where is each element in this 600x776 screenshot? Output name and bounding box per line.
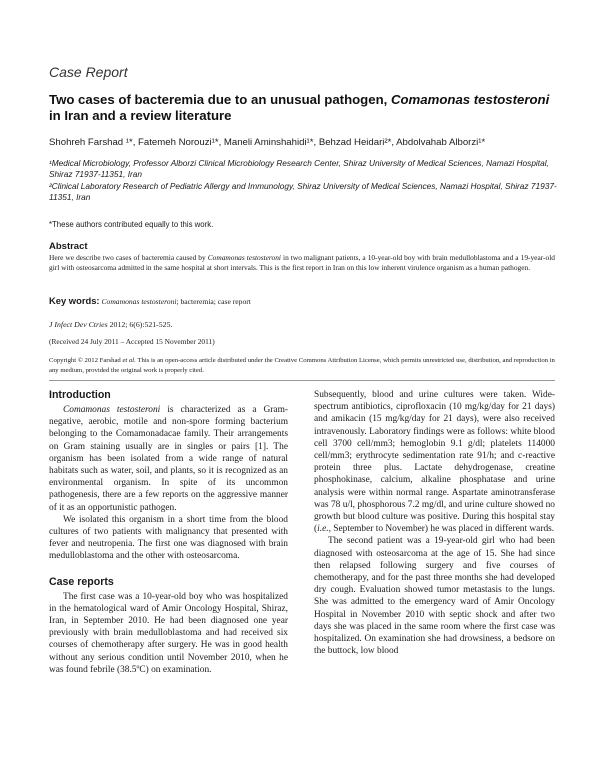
citation bbox=[49, 320, 172, 329]
right-paragraph-1 bbox=[314, 389, 555, 535]
right-paragraph-2: The second patient was a 19-year-old girl who had been diagnosed with osteosarcoma at the age of 15. She had since then relapsed following surgery and five courses of chemotherapy, and for the past three months she had developed dry cough. Evaluation showed tumor metastasis to the lungs. She was admitted to the emergency ward of Amir Oncology Hospital in November 2010 with septic shock and after two days she was placed in the same room where the first case was hospitalized. On examination she had drowsiness, a bedsore on the buttock, low blood bbox=[314, 536, 555, 657]
title-part1: Two cases of bacteremia due to an unusual pathogen, bbox=[49, 92, 388, 107]
citation-rest: 2012; 6(6):521-525. bbox=[109, 320, 173, 329]
author-list: Shohreh Farshad ¹*, Fatemeh Norouzi¹*, Maneli Aminshahidi¹*, Behzad Heidari²*, Abdolvahab Alborzi¹* bbox=[49, 137, 486, 148]
received-dates: (Received 24 July 2011 – Accepted 15 November 2011) bbox=[49, 337, 215, 346]
intro-organism: Comamonas testosteroni bbox=[63, 405, 161, 415]
section-gap bbox=[49, 563, 288, 576]
left-column bbox=[49, 389, 288, 676]
article-title bbox=[49, 92, 554, 124]
copyright-before: Copyright © 2012 Farshad bbox=[49, 357, 121, 364]
copyright-etal: et al. bbox=[122, 357, 136, 364]
equal-contribution-note: *These authors contributed equally to this work. bbox=[49, 220, 214, 229]
right-column bbox=[314, 389, 555, 657]
article-type-label: Case Report bbox=[49, 64, 128, 80]
title-organism: Comamonas testosteroni bbox=[390, 92, 550, 107]
right-paragraph-1-ie: i.e. bbox=[317, 524, 329, 535]
abstract-heading: Abstract bbox=[49, 241, 88, 252]
divider-rule bbox=[49, 380, 555, 381]
affiliation-1: ¹Medical Microbiology, Professor Alborzi Clinical Microbiology Research Center, Shiraz University of Medical Sciences, Namazi Hospital, Shiraz 71937-11351, Iran bbox=[49, 158, 549, 179]
keywords-organism: Comamonas testosteroni bbox=[101, 297, 177, 306]
citation-journal: J Infect Dev Ctries bbox=[49, 320, 108, 329]
keywords-rest: ; bacteremia; case report bbox=[176, 297, 251, 306]
introduction-heading: Introduction bbox=[49, 389, 111, 401]
title-part3: in Iran and a review literature bbox=[49, 108, 232, 123]
abstract-text-before: Here we describe two cases of bacteremia caused by bbox=[49, 253, 206, 262]
copyright-notice bbox=[49, 356, 557, 376]
abstract-text-after: in two malignant patients, a 10-year-old boy with brain medulloblastoma and a 19-year-old girl with osteosarcoma admitted in the same hospital at short intervals. This is the first report in Iran on this low inherent virulence organism as a human pathogen. bbox=[49, 253, 555, 273]
affiliations bbox=[49, 158, 569, 204]
intro-paragraph-1 bbox=[49, 404, 288, 514]
case-reports-heading: Case reports bbox=[49, 575, 114, 588]
right-paragraph-1-a: Subsequently, blood and urine cultures were taken. Wide-spectrum antibiotics, ciprofloxacin (10 mg/kg/day for 21 days) and amikacin (15 mg/kg/day for 21 days), were also received intravenously. Laboratory findings were as follows: white blood cell 3700 cell/mm3; hemoglobin 9.1 g/dl; platelets 114000 cell/mm3; erythrocyte sedimentation rate 91/h; and c-reactive protein three plus. Lactate dehydrogenase, creatine phosphokinase, calcium, alkaline phosphatase and urine analysis were within normal range. Aspartate aminotransferase was 78 u/l, phosphorous 7.2 mg/dl, and urine culture showed no growth but blood culture was positive. During this hospital stay ( bbox=[314, 390, 555, 535]
right-paragraph-1-b: , September to November) he was placed in different wards. bbox=[328, 524, 555, 535]
abstract-organism: Comamonas testosteroni bbox=[207, 253, 281, 262]
affiliation-2: ²Clinical Laboratory Research of Pediatric Allergy and Immunology, Shiraz University of Medical Sciences, Namazi Hospital, Shiraz 71937-11351, Iran bbox=[49, 181, 557, 202]
abstract-text bbox=[49, 253, 555, 274]
keywords bbox=[49, 295, 251, 306]
intro-paragraph-2: We isolated this organism in a short time from the blood cultures of two patients with malignancy that presented with fever and neutropenia. The first one was diagnosed with brain medulloblastoma and the other with osteosarcoma. bbox=[49, 514, 288, 562]
copyright-after: This is an open-access article distributed under the Creative Commons Attribution License, which permits unrestricted use, distribution, and reproduction in any medium, provided the original work is properly cited. bbox=[49, 357, 555, 374]
case-paragraph-1: The first case was a 10-year-old boy who was hospitalized in the hematological ward of Amir Oncology Hospital, Shiraz, Iran, in September 2010. He had been diagnosed one year previously with brain medulloblastoma and had received six courses of chemotherapy after surgery. He was in good health without any serious condition until November 2010, when he was found febrile (38.5ºC) on examination. bbox=[49, 591, 288, 675]
keywords-label: Key words: bbox=[49, 295, 100, 306]
intro-paragraph-1-text: is characterized as a Gram-negative, aerobic, motile and non-spore forming bacterium belonging to the Comamonadacae family. Their arrangements on Gram staining usually are in singles or pairs [1]. The organism has been isolated from a wide range of natural habitats such as water, soil, and plants, so it is recognized as an environmental organism. In spite of its uncommon pathogenesis, there are a few reports on the aggressive manner of it as an opportunistic pathogen. bbox=[49, 405, 289, 513]
